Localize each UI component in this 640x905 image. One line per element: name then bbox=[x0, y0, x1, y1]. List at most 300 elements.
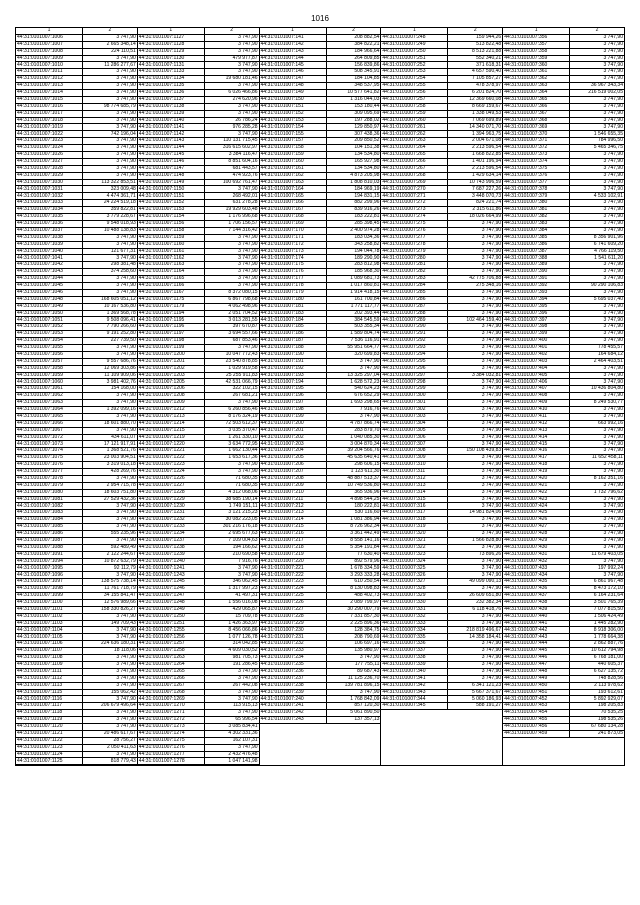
table-row bbox=[503, 668, 624, 675]
data-table bbox=[138, 28, 259, 765]
cadastral-number: 44:31:0101007:424 bbox=[503, 503, 569, 510]
table-row bbox=[138, 90, 259, 97]
table-row bbox=[260, 655, 381, 662]
table-row bbox=[16, 393, 137, 400]
cadastral-value: 4 766 119,50 bbox=[570, 248, 624, 255]
table-row bbox=[16, 751, 137, 758]
cadastral-number: 44:31:0101007:287 bbox=[381, 303, 447, 310]
cadastral-number: 44:31:0101007:357 bbox=[503, 41, 569, 48]
cadastral-value: 7 077 815,50 bbox=[570, 606, 624, 613]
cadastral-number: 44:31:0101007:1153 bbox=[138, 207, 204, 214]
cadastral-value: 3 747,90 bbox=[570, 214, 624, 221]
table-row bbox=[381, 496, 502, 503]
cadastral-number: 44:31:0101007:1074 bbox=[16, 448, 82, 455]
table-row bbox=[16, 69, 137, 76]
table-row bbox=[381, 393, 502, 400]
table-row bbox=[381, 255, 502, 262]
cadastral-value: 3 747,90 bbox=[570, 289, 624, 296]
cadastral-value: 159 944,26 bbox=[448, 34, 502, 41]
cadastral-number: 44:31:0101007:283 bbox=[381, 276, 447, 283]
cadastral-number: 44:31:0101007:302 bbox=[381, 406, 447, 413]
table-row bbox=[16, 579, 137, 586]
cadastral-value: 8 249 530,77 bbox=[570, 400, 624, 407]
cadastral-number: 44:31:0101007:257 bbox=[381, 96, 447, 103]
cadastral-number: 44:31:0101007:1200 bbox=[138, 351, 204, 358]
cadastral-value: 9 557 686,76 bbox=[82, 358, 136, 365]
table-row bbox=[503, 165, 624, 172]
cadastral-number: 44:31:0101007:284 bbox=[381, 282, 447, 289]
cadastral-number: 44:31:0101007:1066 bbox=[16, 420, 82, 427]
table-row bbox=[260, 400, 381, 407]
cadastral-value: 3 747,90 bbox=[82, 696, 136, 703]
cadastral-number: 44:31:0101007:326 bbox=[381, 572, 447, 579]
cadastral-value: 3 747,90 bbox=[82, 117, 136, 124]
cadastral-value: 2 315 611,86 bbox=[448, 207, 502, 214]
table-row bbox=[16, 152, 137, 159]
cadastral-value: 3 747,90 bbox=[204, 83, 258, 90]
table-row bbox=[16, 696, 137, 703]
table-row bbox=[503, 448, 624, 455]
cadastral-number: 44:31:0101007:173 bbox=[260, 248, 326, 255]
cadastral-number: 44:31:0101007:181 bbox=[260, 303, 326, 310]
cadastral-number: 44:31:0101007:1215 bbox=[138, 427, 204, 434]
cadastral-value: 10 436 804,80 bbox=[570, 386, 624, 393]
table-row bbox=[16, 220, 137, 227]
table-row bbox=[16, 503, 137, 510]
cadastral-value: 134 534,80 bbox=[326, 152, 380, 159]
cadastral-number: 44:31:0101007:147 bbox=[260, 76, 326, 83]
table-row bbox=[503, 593, 624, 600]
cadastral-value: 3 747,90 bbox=[326, 365, 380, 372]
table-row bbox=[503, 710, 624, 717]
table-row bbox=[503, 586, 624, 593]
table-row bbox=[138, 269, 259, 276]
table-row bbox=[16, 572, 137, 579]
cadastral-number: 44:31:0101007:275 bbox=[381, 220, 447, 227]
cadastral-number: 44:31:0101007:154 bbox=[260, 124, 326, 131]
table-row bbox=[503, 145, 624, 152]
cadastral-value: 3 747,90 bbox=[204, 241, 258, 248]
table-row bbox=[381, 158, 502, 165]
cadastral-number: 44:31:0101007:331 bbox=[381, 606, 447, 613]
cadastral-value: 323 009,48 bbox=[82, 186, 136, 193]
table-row bbox=[138, 462, 259, 469]
cadastral-number: 44:31:0101007:1257 bbox=[138, 641, 204, 648]
table-row bbox=[260, 41, 381, 48]
cadastral-value: 164 684,12 bbox=[570, 351, 624, 358]
cadastral-number: 44:31:0101007:243 bbox=[260, 717, 326, 724]
cadastral-number: 44:31:0101007:288 bbox=[381, 310, 447, 317]
table-row bbox=[138, 69, 259, 76]
cadastral-value: 3 747,90 bbox=[204, 269, 258, 276]
table-row bbox=[16, 241, 137, 248]
cadastral-value: 3 384 032,81 bbox=[448, 372, 502, 379]
cadastral-value: 3 747,90 bbox=[204, 186, 258, 193]
table-row bbox=[138, 358, 259, 365]
cadastral-value: 663 992,16 bbox=[570, 420, 624, 427]
table-row bbox=[16, 248, 137, 255]
table-row bbox=[16, 83, 137, 90]
cadastral-number: 44:31:0101007:222 bbox=[260, 572, 326, 579]
cadastral-value: 3 747,90 bbox=[570, 496, 624, 503]
table-row bbox=[138, 579, 259, 586]
cadastral-value: 10 577 641,82 bbox=[326, 90, 380, 97]
table-row bbox=[138, 317, 259, 324]
cadastral-number: 44:31:0101007:208 bbox=[260, 475, 326, 482]
cadastral-number: 44:31:0101007:1201 bbox=[138, 358, 204, 365]
cadastral-value: 3 747,90 bbox=[570, 41, 624, 48]
cadastral-value: 359 822,81 bbox=[82, 207, 136, 214]
table-row bbox=[381, 682, 502, 689]
table-row bbox=[381, 579, 502, 586]
cadastral-value: 3 747,90 bbox=[82, 34, 136, 41]
cadastral-number: 44:31:0101007:1045 bbox=[16, 282, 82, 289]
cadastral-value: 3 747,90 bbox=[204, 34, 258, 41]
cadastral-value: 6 627 135,72 bbox=[570, 668, 624, 675]
cadastral-number: 44:31:0101007:1023 bbox=[16, 138, 82, 145]
cadastral-value: 27 529 432,36 bbox=[82, 496, 136, 503]
cadastral-number: 44:31:0101007:250 bbox=[381, 48, 447, 55]
table-row bbox=[503, 427, 624, 434]
table-row bbox=[260, 606, 381, 613]
cadastral-number: 44:31:0101007:1052 bbox=[16, 324, 82, 331]
cadastral-number: 44:31:0101007:425 bbox=[503, 510, 569, 517]
table-row bbox=[16, 406, 137, 413]
table-row bbox=[503, 675, 624, 682]
cadastral-number: 44:31:0101007:375 bbox=[503, 165, 569, 172]
cadastral-number: 44:31:0101007:1129 bbox=[138, 48, 204, 55]
table-row bbox=[260, 344, 381, 351]
cadastral-value: 3 747,90 bbox=[82, 152, 136, 159]
cadastral-value: 397 670,87 bbox=[204, 324, 258, 331]
table-row bbox=[260, 634, 381, 641]
cadastral-number: 44:31:0101007:251 bbox=[381, 55, 447, 62]
cadastral-number: 44:31:0101007:340 bbox=[381, 668, 447, 675]
cadastral-number: 44:31:0101007:454 bbox=[503, 710, 569, 717]
cadastral-value: 267 681,21 bbox=[204, 393, 258, 400]
cadastral-value: 3 747,90 bbox=[570, 110, 624, 117]
table-row bbox=[16, 723, 137, 730]
cadastral-number: 44:31:0101007:1039 bbox=[16, 241, 82, 248]
table-row bbox=[260, 255, 381, 262]
cadastral-value: 24 224 519,18 bbox=[82, 200, 136, 207]
cadastral-number: 44:31:0101007:1057 bbox=[16, 358, 82, 365]
table-row bbox=[260, 214, 381, 221]
cadastral-value: 3 747,90 bbox=[448, 675, 502, 682]
table-row bbox=[503, 69, 624, 76]
table-row bbox=[260, 96, 381, 103]
cadastral-value: 3 747,90 bbox=[448, 386, 502, 393]
table-row bbox=[260, 717, 381, 724]
cadastral-number: 44:31:0101007:188 bbox=[260, 344, 326, 351]
cadastral-number: 44:31:0101007:371 bbox=[503, 138, 569, 145]
cadastral-number: 44:31:0101007:398 bbox=[503, 324, 569, 331]
cadastral-value: 3 747,90 bbox=[82, 351, 136, 358]
cadastral-number: 44:31:0101007:240 bbox=[260, 696, 326, 703]
cadastral-value: 28 756,27 bbox=[82, 737, 136, 744]
table-row bbox=[503, 510, 624, 517]
cadastral-value: 365 936,96 bbox=[326, 489, 380, 496]
cadastral-number: 44:31:0101007:1107 bbox=[16, 648, 82, 655]
cadastral-number: 44:31:0101007:227 bbox=[260, 606, 326, 613]
cadastral-value: 3 747,90 bbox=[570, 179, 624, 186]
cadastral-value: 48 887 513,37 bbox=[326, 475, 380, 482]
cadastral-number: 44:31:0101007:1160 bbox=[138, 241, 204, 248]
cadastral-value: 3 747,90 bbox=[82, 517, 136, 524]
cadastral-number: 44:31:0101007:1136 bbox=[138, 90, 204, 97]
table-row bbox=[16, 710, 137, 717]
cadastral-number: 44:31:0101007:200 bbox=[260, 420, 326, 427]
cadastral-number: 44:31:0101007:1134 bbox=[138, 76, 204, 83]
table-block-5 bbox=[503, 28, 624, 765]
column-header-2: 2 bbox=[204, 28, 258, 34]
cadastral-number: 44:31:0101007:1050 bbox=[16, 310, 82, 317]
cadastral-number: 44:31:0101007:279 bbox=[381, 248, 447, 255]
cadastral-value: 3 747,90 bbox=[448, 241, 502, 248]
cadastral-value: 3 747,90 bbox=[570, 537, 624, 544]
table-row bbox=[503, 372, 624, 379]
table-row bbox=[138, 241, 259, 248]
cadastral-number: 44:31:0101007:1158 bbox=[138, 227, 204, 234]
table-row bbox=[503, 90, 624, 97]
cadastral-number: 44:31:0101007:211 bbox=[260, 496, 326, 503]
cadastral-value: 3 747,90 bbox=[448, 482, 502, 489]
cadastral-number: 44:31:0101007:262 bbox=[381, 131, 447, 138]
cadastral-value: 6 026 466,86 bbox=[204, 90, 258, 97]
table-row bbox=[381, 427, 502, 434]
table-row bbox=[260, 482, 381, 489]
cadastral-number: 44:31:0101007:1015 bbox=[16, 96, 82, 103]
table-row bbox=[16, 289, 137, 296]
cadastral-value: 3 694 557,66 bbox=[204, 331, 258, 338]
cadastral-value: 135 980,97 bbox=[326, 648, 380, 655]
table-row bbox=[16, 730, 137, 737]
cadastral-value: 2 464 403,51 bbox=[570, 358, 624, 365]
cadastral-value: 3 747,90 bbox=[448, 338, 502, 345]
table-row bbox=[16, 655, 137, 662]
table-row bbox=[16, 441, 137, 448]
cadastral-value: 3 747,90 bbox=[448, 503, 502, 510]
table-row bbox=[138, 537, 259, 544]
cadastral-number: 44:31:0101007:1011 bbox=[16, 69, 82, 76]
cadastral-number: 44:31:0101007:1062 bbox=[16, 393, 82, 400]
cadastral-number: 44:31:0101007:177 bbox=[260, 276, 326, 283]
table-row bbox=[16, 62, 137, 69]
table-row bbox=[138, 172, 259, 179]
cadastral-number: 44:31:0101007:386 bbox=[503, 241, 569, 248]
cadastral-number: 44:31:0101007:264 bbox=[381, 145, 447, 152]
cadastral-number: 44:31:0101007:1108 bbox=[16, 655, 82, 662]
cadastral-number: 44:31:0101007:1270 bbox=[138, 703, 204, 710]
cadastral-number: 44:31:0101007:1097 bbox=[16, 579, 82, 586]
cadastral-value: 9 191 252,80 bbox=[82, 331, 136, 338]
cadastral-value: 5 465 346,75 bbox=[570, 145, 624, 152]
cadastral-number: 44:31:0101007:452 bbox=[503, 696, 569, 703]
cadastral-number: 44:31:0101007:445 bbox=[503, 648, 569, 655]
cadastral-number: 44:31:0101007:310 bbox=[381, 462, 447, 469]
cadastral-number: 44:31:0101007:170 bbox=[260, 227, 326, 234]
table-row bbox=[503, 186, 624, 193]
cadastral-value: 314 042,85 bbox=[204, 641, 258, 648]
cadastral-value: 2 113 978,62 bbox=[570, 682, 624, 689]
cadastral-number: 44:31:0101007:260 bbox=[381, 117, 447, 124]
cadastral-value: 10 872 632,79 bbox=[82, 558, 136, 565]
table-row bbox=[260, 158, 381, 165]
table-row bbox=[381, 207, 502, 214]
cadastral-number: 44:31:0101007:1012 bbox=[16, 76, 82, 83]
cadastral-number: 44:31:0101007:417 bbox=[503, 455, 569, 462]
cadastral-number: 44:31:0101007:388 bbox=[503, 255, 569, 262]
cadastral-value: 3 747,90 bbox=[448, 524, 502, 531]
table-row bbox=[381, 689, 502, 696]
cadastral-value: 10 749 536,80 bbox=[326, 482, 380, 489]
table-row bbox=[381, 627, 502, 634]
cadastral-value: 3 747,90 bbox=[448, 351, 502, 358]
table-row bbox=[16, 96, 137, 103]
cadastral-value: 3 121 215,23 bbox=[204, 510, 258, 517]
table-row bbox=[16, 400, 137, 407]
cadastral-number: 44:31:0101007:1054 bbox=[16, 338, 82, 345]
cadastral-number: 44:31:0101007:404 bbox=[503, 365, 569, 372]
cadastral-value: 8 918 306,00 bbox=[570, 627, 624, 634]
cadastral-number: 44:31:0101007:253 bbox=[381, 69, 447, 76]
cadastral-number: 44:31:0101007:160 bbox=[260, 158, 326, 165]
cadastral-value: 4 873 205,98 bbox=[326, 172, 380, 179]
table-row bbox=[16, 558, 137, 565]
cadastral-number: 44:31:0101007:1226 bbox=[138, 475, 204, 482]
cadastral-value: 3 747,90 bbox=[570, 34, 624, 41]
cadastral-value: 71 680,35 bbox=[204, 482, 258, 489]
cadastral-value: 8 130 098,83 bbox=[326, 586, 380, 593]
cadastral-value: 3 747,90 bbox=[448, 475, 502, 482]
cadastral-number: 44:31:0101007:337 bbox=[381, 648, 447, 655]
cadastral-value: 3 747,90 bbox=[570, 544, 624, 551]
cadastral-value: 3 747,90 bbox=[448, 379, 502, 386]
table-row bbox=[260, 269, 381, 276]
cadastral-value: 3 747,90 bbox=[448, 393, 502, 400]
table-row bbox=[16, 627, 137, 634]
cadastral-value: 283 879,70 bbox=[326, 427, 380, 434]
cadastral-value: 184 966,64 bbox=[326, 48, 380, 55]
cadastral-value: 138 575 738,14 bbox=[82, 579, 136, 586]
cadastral-value: 1 017 860,81 bbox=[326, 282, 380, 289]
cadastral-number: 44:31:0101007:187 bbox=[260, 338, 326, 345]
table-row bbox=[138, 186, 259, 193]
cadastral-value: 3 747,90 bbox=[82, 83, 136, 90]
cadastral-value: 3 747,90 bbox=[570, 482, 624, 489]
table-row bbox=[16, 338, 137, 345]
cadastral-value: 19 929 603,48 bbox=[204, 207, 258, 214]
cadastral-value: 73 896,26 bbox=[448, 551, 502, 558]
table-row bbox=[381, 186, 502, 193]
cadastral-value: 3 747,90 bbox=[326, 689, 380, 696]
cadastral-number: 44:31:0101007:235 bbox=[260, 661, 326, 668]
table-row bbox=[138, 482, 259, 489]
table-row bbox=[381, 96, 502, 103]
cadastral-number: 44:31:0101007:315 bbox=[381, 496, 447, 503]
cadastral-number: 44:31:0101007:314 bbox=[381, 489, 447, 496]
cadastral-value: 3 747,90 bbox=[82, 572, 136, 579]
cadastral-number: 44:31:0101007:233 bbox=[260, 648, 326, 655]
cadastral-number: 44:31:0101007:1251 bbox=[138, 620, 204, 627]
table-row bbox=[381, 90, 502, 97]
table-row bbox=[503, 703, 624, 710]
cadastral-value: 14 358 184,41 bbox=[448, 634, 502, 641]
cadastral-value: 1 589 804,74 bbox=[326, 331, 380, 338]
cadastral-value: 3 747,90 bbox=[82, 537, 136, 544]
cadastral-value: 194 044,78 bbox=[326, 248, 380, 255]
cadastral-number: 44:31:0101007:304 bbox=[381, 420, 447, 427]
table-row bbox=[260, 138, 381, 145]
cadastral-value: 11 761 718,79 bbox=[82, 586, 136, 593]
cadastral-number: 44:31:0101007:1198 bbox=[138, 338, 204, 345]
cadastral-number: 44:31:0101007:1265 bbox=[138, 668, 204, 675]
cadastral-value: 2 089 799,97 bbox=[326, 599, 380, 606]
cadastral-number: 44:31:0101007:416 bbox=[503, 448, 569, 455]
table-row bbox=[138, 427, 259, 434]
table-row bbox=[16, 420, 137, 427]
cadastral-value: 3 747,90 bbox=[570, 331, 624, 338]
cadastral-number: 44:31:0101007:1013 bbox=[16, 83, 82, 90]
cadastral-value: 3 747,90 bbox=[570, 393, 624, 400]
cadastral-value: 429 065,87 bbox=[204, 606, 258, 613]
table-row bbox=[260, 696, 381, 703]
cadastral-value: 857 120,30 bbox=[326, 703, 380, 710]
cadastral-value: 161 700,84 bbox=[326, 296, 380, 303]
table-row bbox=[381, 310, 502, 317]
cadastral-value: 3 747,90 bbox=[326, 358, 380, 365]
cadastral-number: 44:31:0101007:318 bbox=[381, 517, 447, 524]
cadastral-value: 209 850,52 bbox=[326, 138, 380, 145]
cadastral-value: 7 069 699,89 bbox=[448, 117, 502, 124]
cadastral-number: 44:31:0101007:387 bbox=[503, 248, 569, 255]
cadastral-number: 44:31:0101007:317 bbox=[381, 510, 447, 517]
cadastral-number: 44:31:0101007:148 bbox=[260, 83, 326, 90]
table-row bbox=[16, 358, 137, 365]
table-row bbox=[16, 179, 137, 186]
cadastral-number: 44:31:0101007:1212 bbox=[138, 406, 204, 413]
cadastral-value: 3 747,90 bbox=[82, 276, 136, 283]
cadastral-number: 44:31:0101007:1146 bbox=[138, 158, 204, 165]
cadastral-number: 44:31:0101007:365 bbox=[503, 96, 569, 103]
cadastral-value: 10 167 536,80 bbox=[82, 303, 136, 310]
cadastral-number: 44:31:0101007:1274 bbox=[138, 730, 204, 737]
table-row bbox=[503, 310, 624, 317]
cadastral-value: 185 968,30 bbox=[326, 269, 380, 276]
table-row bbox=[260, 420, 381, 427]
cadastral-value: 14 981 824,06 bbox=[448, 510, 502, 517]
cadastral-number: 44:31:0101007:397 bbox=[503, 317, 569, 324]
table-row bbox=[260, 510, 381, 517]
cadastral-value: 3 747,90 bbox=[204, 110, 258, 117]
cadastral-number: 44:31:0101007:1142 bbox=[138, 131, 204, 138]
table-row bbox=[16, 331, 137, 338]
cadastral-number: 44:31:0101007:1079 bbox=[16, 482, 82, 489]
cadastral-number: 44:31:0101007:1230 bbox=[138, 503, 204, 510]
cadastral-value: 3 747,90 bbox=[570, 310, 624, 317]
table-row bbox=[138, 751, 259, 758]
cadastral-value: 3 747,90 bbox=[82, 634, 136, 641]
table-row bbox=[381, 269, 502, 276]
cadastral-number: 44:31:0101007:426 bbox=[503, 517, 569, 524]
cadastral-value: 274 620,96 bbox=[204, 96, 258, 103]
table-row bbox=[138, 255, 259, 262]
cadastral-number: 44:31:0101007:201 bbox=[260, 427, 326, 434]
cadastral-number: 44:31:0101007:429 bbox=[503, 537, 569, 544]
table-row bbox=[260, 310, 381, 317]
cadastral-value: 12 069 303,86 bbox=[82, 365, 136, 372]
cadastral-value: 49 099 090,13 bbox=[448, 579, 502, 586]
